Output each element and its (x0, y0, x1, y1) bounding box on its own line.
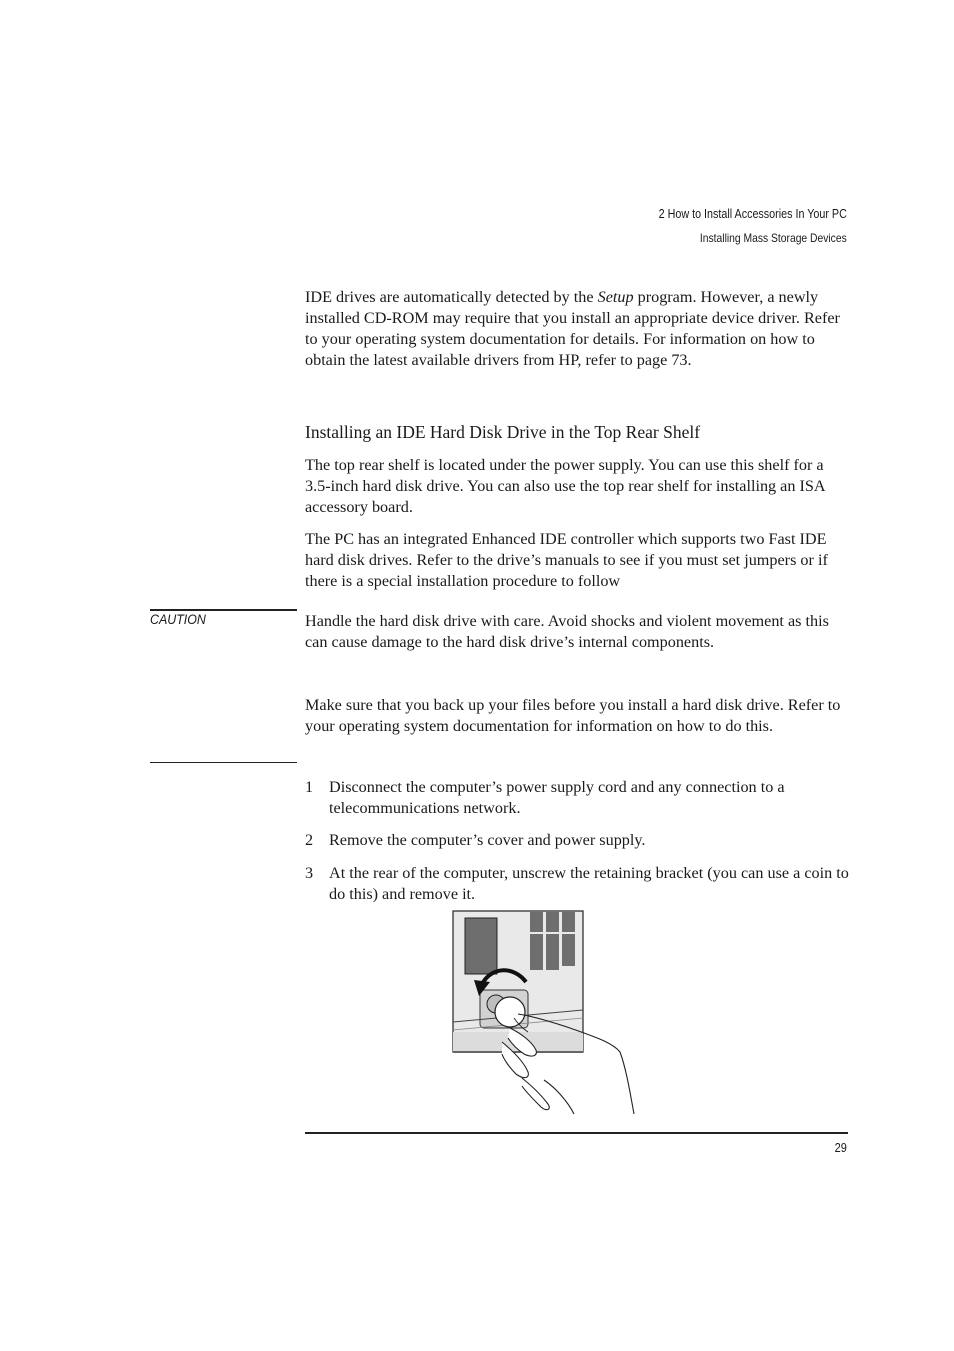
step-text: At the rear of the computer, unscrew the retaining bracket (you can use a coin to do this) and remove it. (329, 864, 849, 903)
running-header-chapter: 2 How to Install Accessories In Your PC (658, 207, 847, 221)
intro-paragraph (305, 287, 850, 371)
intro-text-end: program. However, a newly installed CD-ROM may require that you install an appropriate device driver. Refer to your operating system documentation for details. For information on how to obtain the latest available drivers from HP, refer to page 73. (305, 288, 840, 369)
step-item (305, 863, 850, 905)
intro-text-start: IDE drives are automatically detected by the (305, 288, 598, 306)
step-text: Remove the computer’s cover and power supply. (329, 831, 646, 849)
caution-bottom-rule (150, 762, 297, 763)
page-number: 29 (834, 1141, 847, 1155)
unscrew-bracket-illustration (452, 910, 642, 1116)
setup-program-name: Setup (597, 288, 634, 306)
step-text: Disconnect the computer’s power supply cord and any connection to a telecommunications network. (329, 778, 785, 817)
paragraph-ide-controller: The PC has an integrated Enhanced IDE controller which supports two Fast IDE hard disk drives. Refer to the drive’s manuals to see if you must set jumpers or if there is a special installation procedure to follow (305, 530, 828, 590)
running-header-section: Installing Mass Storage Devices (700, 231, 847, 245)
step-number: 2 (305, 831, 314, 849)
step-number: 1 (305, 778, 314, 796)
footer-rule (305, 1132, 848, 1134)
step-item (305, 830, 850, 851)
caution-text-backup: Make sure that you back up your files before you install a hard disk drive. Refer to your operating system documentation for information on how to do this. (305, 696, 841, 735)
section-heading: Installing an IDE Hard Disk Drive in the Top Rear Shelf (305, 422, 701, 442)
paragraph-top-rear-shelf: The top rear shelf is located under the power supply. You can use this shelf for a 3.5-inch hard disk drive. You can also use the top rear shelf for installing an ISA accessory board. (305, 456, 825, 516)
caution-label: CAUTION (150, 612, 206, 627)
caution-top-rule (150, 609, 297, 611)
caution-text-handling: Handle the hard disk drive with care. Avoid shocks and violent movement as this can cause damage to the hard disk drive’s internal components. (305, 612, 829, 651)
step-item (305, 777, 850, 819)
step-number: 3 (305, 864, 314, 882)
